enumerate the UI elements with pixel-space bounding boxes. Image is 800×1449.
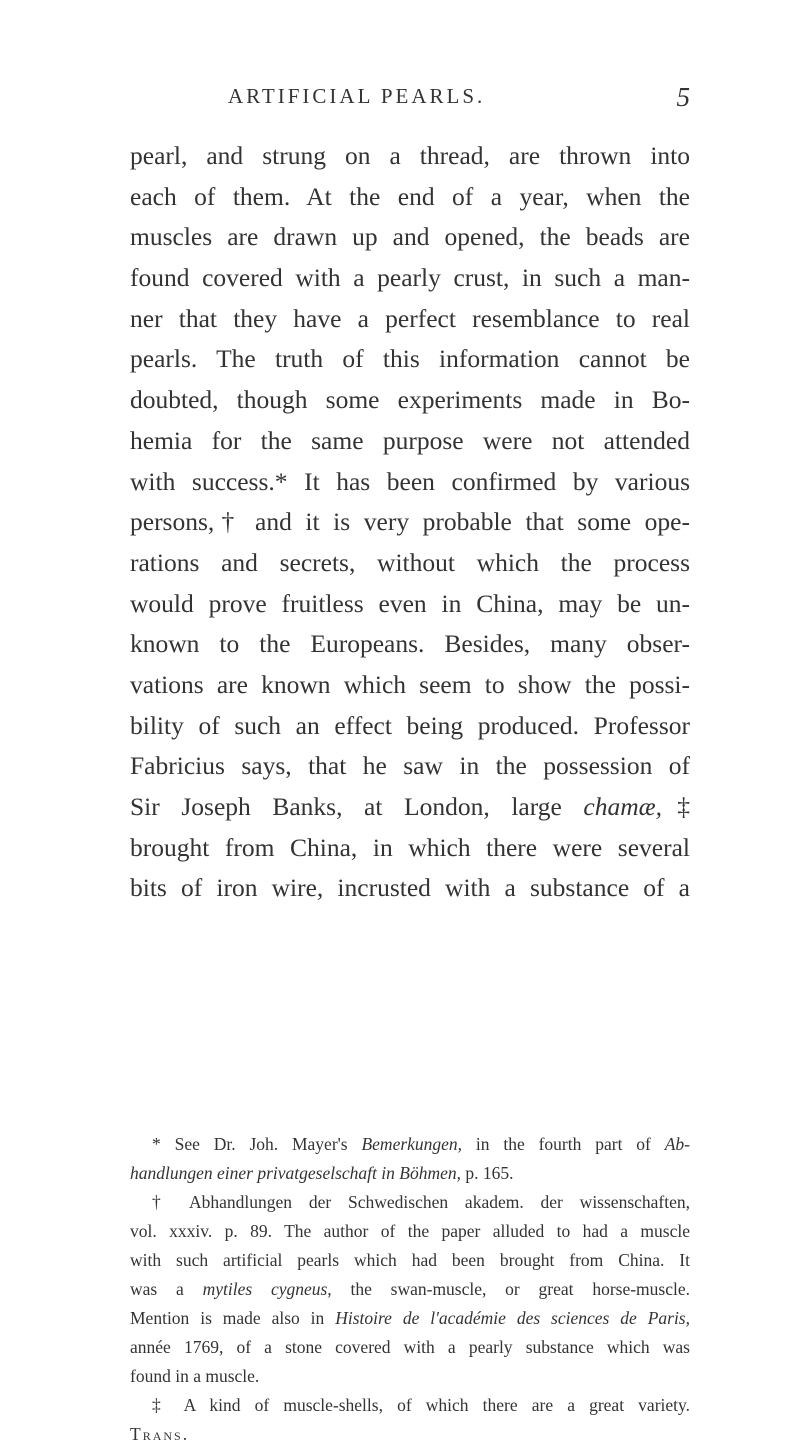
footnote-italic: Ab-	[664, 1134, 690, 1154]
footnote-italic: Bemerkungen,	[361, 1134, 463, 1154]
footnote-1-line	[130, 1159, 690, 1188]
page-number: 5	[676, 82, 690, 112]
body-line: each of them. At the end of a year, when the	[130, 181, 690, 211]
footnote-text: in the fourth part of	[462, 1134, 665, 1154]
body-line: pearls. The truth of this information cannot be	[130, 344, 690, 374]
footnote-italic: mytiles cygneus,	[202, 1279, 332, 1299]
footnote-italic: Histoire de l'académie des sciences de Paris,	[335, 1308, 690, 1328]
body-line: bility of such an effect being produced. Professor	[130, 710, 690, 740]
running-title: ARTIFICIAL PEARLS.	[228, 84, 486, 108]
body-line: would prove fruitless even in China, may be un-	[130, 588, 690, 618]
footnote-text: p. 165.	[460, 1163, 514, 1183]
footnote-2-line: with such artificial pearls which had been brought from China. It	[130, 1250, 690, 1270]
footnotes	[130, 1130, 690, 1449]
body-line: brought from China, in which there were several	[130, 832, 690, 862]
body-line: doubted, though some experiments made in Bo-	[130, 385, 690, 415]
body-line: pearl, and strung on a thread, are thrown into	[130, 141, 690, 170]
footnote-text: * See Dr. Joh. Mayer's	[152, 1134, 362, 1154]
body-line: Fabricius says, that he saw in the possession of	[130, 751, 690, 781]
body-line: with success.* It has been confirmed by various	[130, 466, 690, 496]
body-line: vations are known which seem to show the possi-	[130, 669, 690, 699]
page-header	[130, 84, 690, 124]
body-line: Sir Joseph Banks, at London, large chamæ,‡	[130, 792, 691, 821]
body-text	[130, 136, 690, 909]
body-line: ner that they have a perfect resemblance to real	[130, 303, 690, 333]
footnote-2-line: vol. xxxiv. p. 89. The author of the paper alluded to had a muscle	[130, 1221, 690, 1241]
body-line: bits of iron wire, incrusted with a substance of a	[130, 873, 690, 903]
footnote-text: the swan-muscle, or great horse-muscle.	[331, 1279, 690, 1299]
footnote-3-line: ‡ A kind of muscle-shells, of which there are a great variety.	[152, 1395, 690, 1415]
footnote-italic: handlungen einer privatgeselschaft in Böhmen,	[130, 1163, 461, 1183]
body-line: persons,† and it is very probable that some ope-	[130, 507, 690, 537]
body-line: muscles are drawn up and opened, the beads are	[130, 222, 690, 252]
footnote-2-line: found in a muscle.	[130, 1366, 260, 1386]
body-line: found covered with a pearly crust, in such a man-	[130, 263, 690, 293]
footnote-3-line: Trans.	[130, 1424, 190, 1444]
body-line: known to the Europeans. Besides, many obser-	[130, 629, 690, 659]
footnote-2-line: † Abhandlungen der Schwedischen akadem. der wissenschaften,	[152, 1192, 690, 1212]
footnote-text: was a	[130, 1279, 203, 1299]
body-line: hemia for the same purpose were not attended	[130, 425, 690, 455]
footnote-2-line	[130, 1304, 690, 1333]
footnote-2-line: année 1769, of a stone covered with a pearly substance which was	[130, 1337, 690, 1357]
footnote-text: Mention is made also in	[130, 1308, 336, 1328]
footnote-2-line	[130, 1275, 690, 1304]
footnote-1-line	[130, 1130, 690, 1159]
body-line: rations and secrets, without which the process	[130, 547, 690, 577]
